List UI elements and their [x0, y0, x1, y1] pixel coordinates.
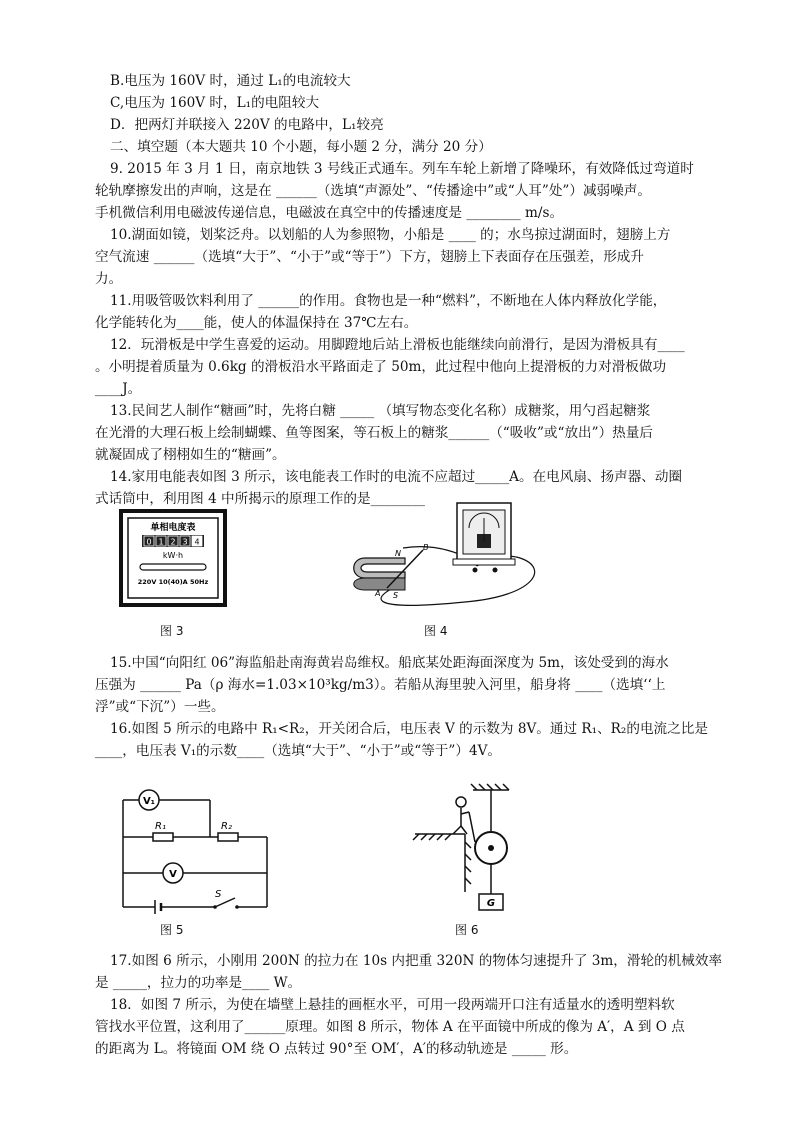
q9-line2: 轮轨摩擦发出的声响，这是在 ______（选填“声源处”、“传播途中”或“人耳”处”）减弱噪声。	[95, 183, 651, 199]
q11-line1: 11.用吸管吸饮料利用了 ______的作用。食物也是一种“燃料”，不断地在人体内释放化学能，	[110, 293, 667, 309]
q18-line1: 18．如图 7 所示，为使在墙壁上悬挂的画框水平，可用一段两端开口注有适量水的透明塑料软	[110, 997, 675, 1013]
figure-3-electric-meter	[118, 508, 228, 608]
fig5-s: S	[215, 889, 222, 900]
fig5-r2: R₂	[221, 821, 232, 832]
fig5-v: V	[169, 869, 177, 880]
figure-5-caption: 图 5	[160, 923, 184, 937]
figure-6-pulley	[405, 782, 515, 914]
q10-line3: 力。	[95, 271, 123, 287]
fig4-label-b: B	[423, 543, 429, 552]
q14-line1: 14.家用电能表如图 3 所示，该电能表工作时的电流不应超过_____A。在电风扇、扬声器、动圈	[110, 469, 683, 485]
figure-4-caption: 图 4	[424, 624, 448, 638]
figure-3-caption: 图 3	[160, 624, 184, 638]
q13-line1: 13.民间艺人制作“糖画”时，先将白糖 _____ （填写物态变化名称）成糖浆，用勺舀起糖浆	[110, 403, 651, 419]
option-b: B.电压为 160V 时，通过 L₁的电流较大	[110, 73, 351, 89]
meter-digit: 1	[158, 537, 164, 547]
section-heading-fill-in: 二、填空题（本大题共 10 个小题，每小题 2 分，满分 20 分）	[110, 139, 492, 155]
q12-line3: ____J。	[95, 381, 142, 397]
q15-line2: 压强为 ______ Pa（ρ 海水=1.03×10³kg/m3）。若船从海里驶入河里，船身将 ____（选填‘‘上	[95, 677, 666, 693]
meter-digit: 4	[194, 537, 200, 547]
meter-unit: kW·h	[162, 551, 184, 560]
figure-5-circuit	[115, 785, 275, 917]
q13-line2: 在光滑的大理石板上绘制蝴蝶、鱼等图案，等石板上的糖浆______（“吸收”或“放出”）热量后	[95, 425, 653, 441]
meter-rating: 220V 10(40)A 50Hz	[137, 578, 209, 586]
q14-line2: 式话筒中，利用图 4 中所揭示的原理工作的是________	[95, 491, 425, 507]
q16-line2: ____，电压表 V₁的示数____（选填“大于”、“小于”或“等于”）4V。	[95, 743, 501, 759]
meter-digit: 2	[170, 537, 176, 547]
option-d: D．把两灯并联接入 220V 的电路中，L₁较亮	[110, 117, 384, 133]
q15-line3: 浮”或“下沉”）一些。	[95, 699, 225, 715]
fig4-label-n: N	[395, 549, 401, 558]
q17-line2: 是 _____，拉力的功率是____ W。	[95, 975, 302, 991]
fig6-g: G	[486, 898, 496, 909]
q11-line2: 化学能转化为____能，使人的体温保持在 37℃左右。	[95, 315, 418, 331]
q17-line1: 17.如图 6 所示，小刚用 200N 的拉力在 10s 内把重 320N 的物体匀速提升了 3m，滑轮的机械效率	[110, 953, 723, 969]
option-c: C,电压为 160V 时，L₁的电阻较大	[110, 95, 320, 111]
q16-line1: 16.如图 5 所示的电路中 R₁<R₂，开关闭合后，电压表 V 的示数为 8V。通过 R₁、R₂的电流之比是	[110, 721, 708, 737]
q13-line3: 就凝固成了栩栩如生的“糖画”。	[95, 447, 286, 463]
q18-line2: 管找水平位置，这利用了______原理。如图 8 所示，物体 A 在平面镜中所成的像为 A′，A 到 O 点	[95, 1019, 685, 1035]
q18-line3: 的距离为 L。将镜面 OM 绕 O 点转过 90°至 OM′，A′的移动轨迹是 _____ 形。	[95, 1041, 578, 1057]
q12-line1: 12．玩滑板是中学生喜爱的运动。用脚蹬地后站上滑板也能继续向前滑行，是因为滑板具有____	[110, 337, 685, 353]
meter-digit: 0	[146, 537, 152, 547]
fig5-v1: V₁	[142, 796, 156, 807]
figure-6-caption: 图 6	[455, 923, 479, 937]
figure-4-induction-apparatus	[345, 498, 555, 613]
q10-line1: 10.湖面如镜，划桨泛舟。以划船的人为参照物，小船是 ____ 的；水鸟掠过湖面时，翅膀上方	[110, 227, 671, 243]
meter-digit: 3	[182, 537, 188, 547]
q9-line1: 9. 2015 年 3 月 1 日，南京地铁 3 号线正式通车。列车车轮上新增了降噪环，有效降低过弯道时	[110, 161, 694, 177]
q9-line3: 手机微信利用电磁波传递信息，电磁波在真空中的传播速度是 ________ m/s。	[95, 205, 564, 221]
fig5-r1: R₁	[155, 821, 166, 832]
q15-line1: 15.中国“向阳红 06”海监船赴南海黄岩岛维权。船底某处距海面深度为 5m，该处受到的海水	[110, 655, 669, 671]
q10-line2: 空气流速 ______（选填“大于”、“小于”或“等于”）下方，翅膀上下表面存在压强差，形成升	[95, 249, 644, 265]
meter-title: 单相电度表	[150, 523, 196, 533]
fig4-label-s: S	[393, 591, 399, 600]
q12-line2: 。小明提着质量为 0.6kg 的滑板沿水平路面走了 50m，此过程中他向上提滑板的力对滑板做功	[95, 359, 667, 375]
fig4-label-a: A	[375, 589, 381, 598]
